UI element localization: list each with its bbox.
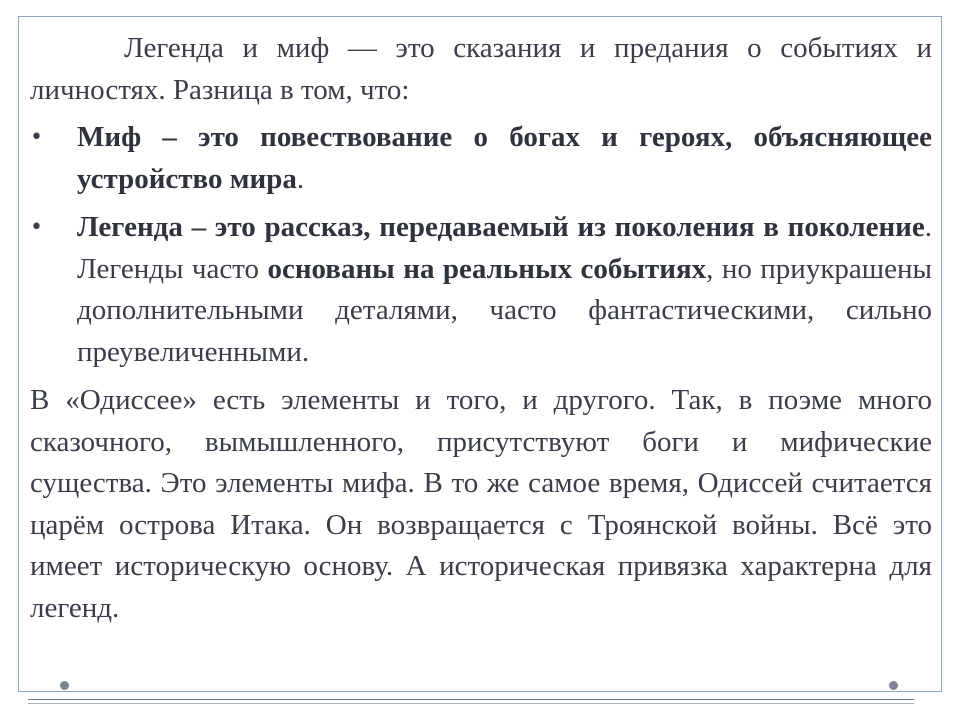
list-item-myth	[30, 117, 932, 200]
intro-paragraph: Легенда и миф — это сказания и предания о событиях и личностях. Разница в том, что:	[30, 32, 932, 106]
definition-list	[30, 117, 932, 373]
legend-text-2: , но приукрашены дополнительными деталями, часто фантастическими, сильно преувеличенными.	[77, 252, 932, 368]
footer-divider	[28, 699, 914, 700]
footer-dot-right	[889, 681, 898, 690]
list-item-legend	[30, 207, 932, 373]
footer-dot-left	[60, 681, 69, 690]
legend-definition: Легенда – это рассказ, передаваемый из поколения в поколение	[77, 211, 925, 243]
footer-divider-secondary	[28, 703, 914, 704]
legend-text-1: . Легенды часто	[77, 211, 932, 285]
slide-content	[30, 28, 932, 629]
legend-emphasis: основаны на реальных событиях	[267, 252, 707, 285]
conclusion-paragraph: В «Одиссее» есть элементы и того, и другого. Так, в поэме много сказочного, вымышленного, присутствуют боги и мифические существа. Это элементы мифа. В то же самое время, Одиссей считается царём острова Итака. Он возвращается с Троянской войны. Всё это имеет историческую основу. А историческая привязка характерна для легенд.	[30, 384, 932, 624]
myth-definition: Миф – это повествование о богах и героях, объясняющее устройство мира	[77, 121, 932, 195]
bullet-marker: •	[30, 125, 43, 150]
myth-definition-end: .	[296, 162, 305, 195]
bullet-marker: •	[30, 215, 43, 240]
